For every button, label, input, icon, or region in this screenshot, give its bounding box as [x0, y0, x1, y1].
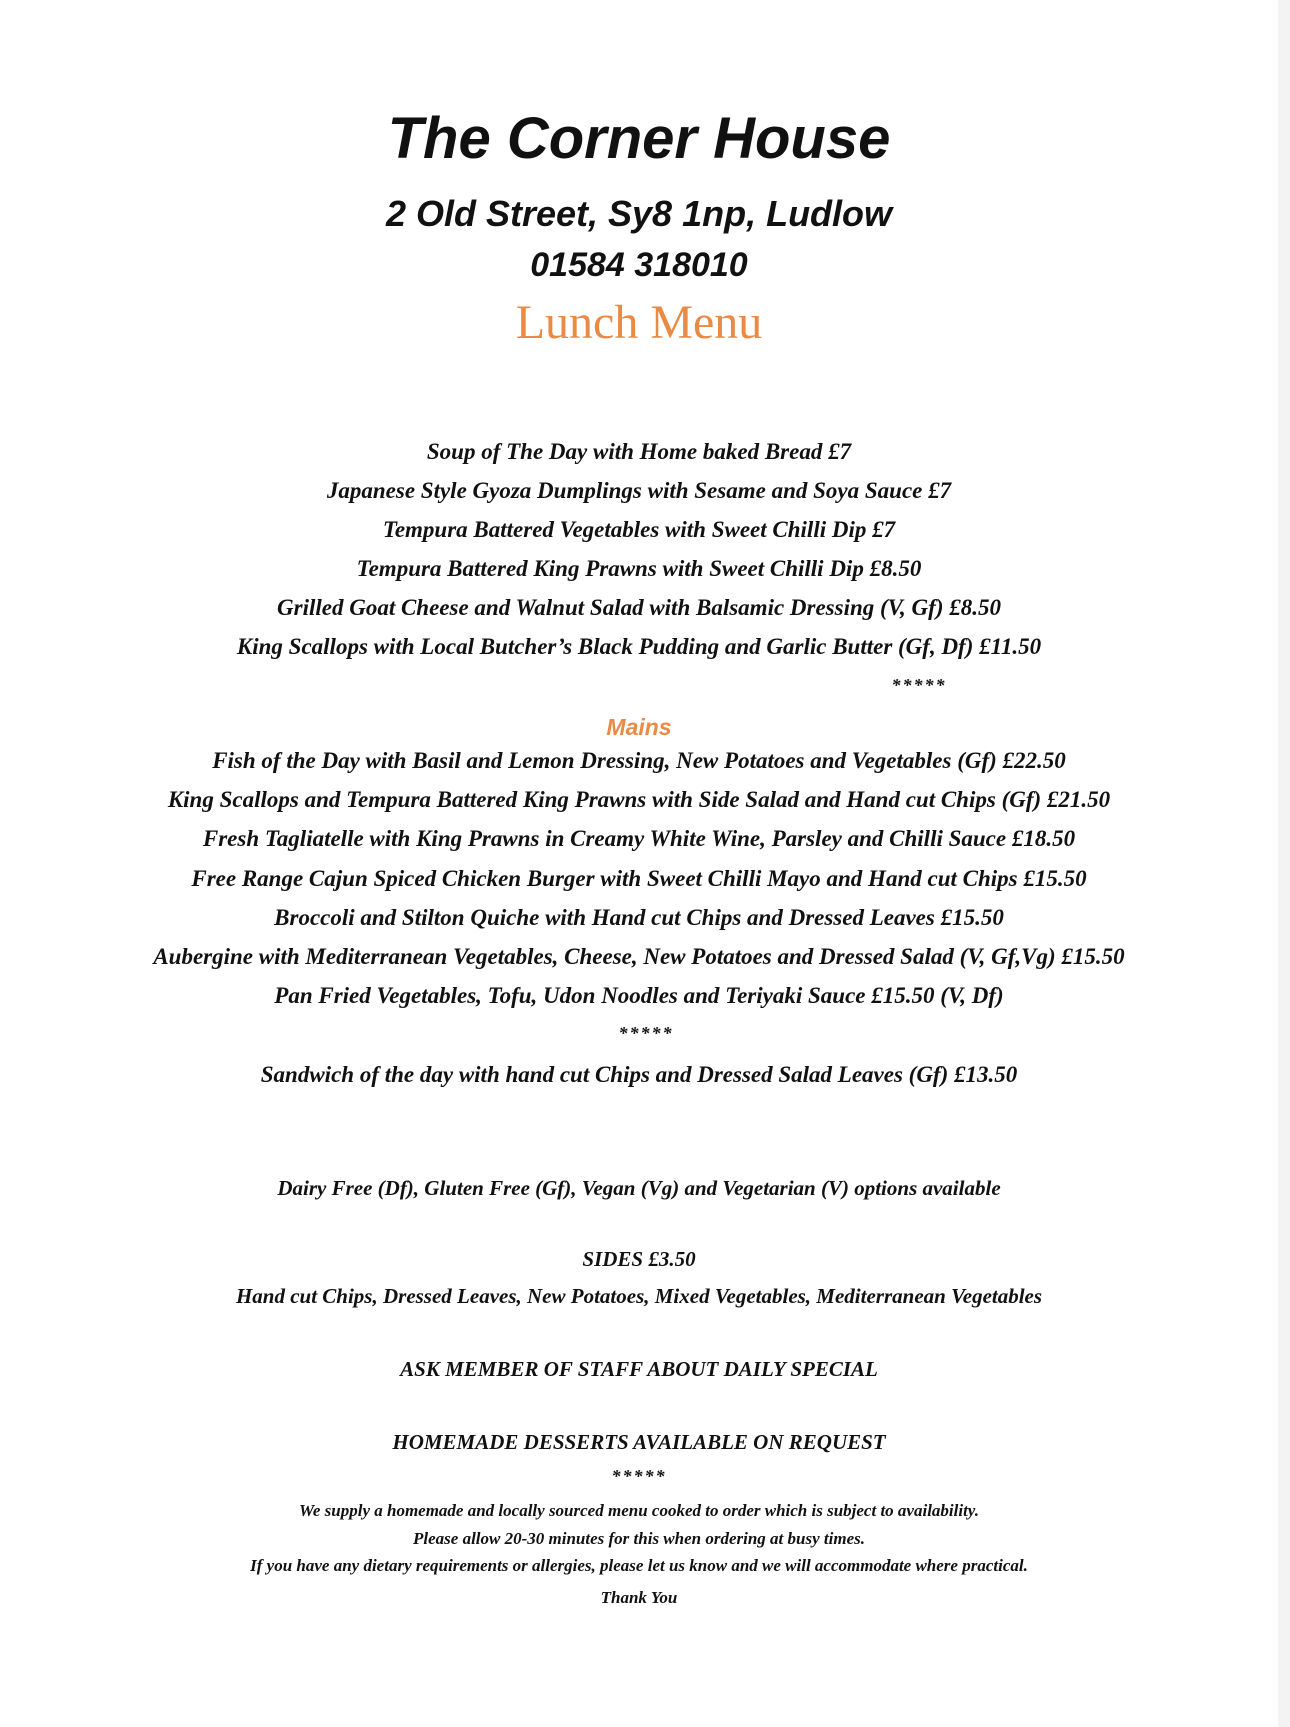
mains-heading: Mains — [606, 714, 672, 740]
restaurant-phone: 01584 318010 — [530, 246, 748, 284]
main-item: Aubergine with Mediterranean Vegetables, Cheese, New Potatoes and Dressed Salad (V, Gf,Vg) £15.50 — [153, 944, 1125, 969]
menu-title: Lunch Menu — [515, 296, 763, 349]
page-edge — [1278, 0, 1290, 1727]
starter-item: Soup of The Day with Home baked Bread £7 — [426, 439, 852, 464]
restaurant-name: The Corner House — [387, 106, 891, 171]
main-item: Pan Fried Vegetables, Tofu, Udon Noodles and Teriyaki Sauce £15.50 (V, Df) — [274, 983, 1004, 1008]
main-item: Broccoli and Stilton Quiche with Hand cut Chips and Dressed Leaves £15.50 — [274, 905, 1004, 930]
dietary-note: Dairy Free (Df), Gluten Free (Gf), Vegan (Vg) and Vegetarian (V) options available — [277, 1176, 1001, 1200]
main-item: Fish of the Day with Basil and Lemon Dressing, New Potatoes and Vegetables (Gf) £22.50 — [212, 748, 1066, 773]
sides-heading: SIDES £3.50 — [582, 1247, 696, 1271]
daily-special-note: ASK MEMBER OF STAFF ABOUT DAILY SPECIAL — [400, 1357, 878, 1381]
footer-line: If you have any dietary requirements or allergies, please let us know and we will accommodate where practical. — [250, 1556, 1028, 1575]
starter-item: King Scallops with Local Butcher’s Black Pudding and Garlic Butter (Gf, Df) £11.50 — [236, 634, 1042, 659]
restaurant-address: 2 Old Street, Sy8 1np, Ludlow — [385, 193, 893, 234]
thank-you: Thank You — [600, 1588, 678, 1607]
starter-item: Tempura Battered King Prawns with Sweet Chilli Dip £8.50 — [356, 556, 922, 581]
sides-list: Hand cut Chips, Dressed Leaves, New Potatoes, Mixed Vegetables, Mediterranean Vegetables — [235, 1284, 1043, 1308]
footer-line: Please allow 20-30 minutes for this when ordering at busy times. — [413, 1529, 865, 1548]
separator-stars: ***** — [611, 1466, 667, 1486]
main-item: Free Range Cajun Spiced Chicken Burger with Sweet Chilli Mayo and Hand cut Chips £15.50 — [191, 866, 1087, 891]
main-item: King Scallops and Tempura Battered King Prawns with Side Salad and Hand cut Chips (Gf) £21.50 — [167, 787, 1111, 812]
footer-line: We supply a homemade and locally sourced menu cooked to order which is subject to availability. — [299, 1501, 979, 1520]
separator-stars: ***** — [618, 1023, 674, 1043]
starter-item: Japanese Style Gyoza Dumplings with Sesame and Soya Sauce £7 — [326, 478, 952, 503]
separator-stars: ***** — [891, 675, 947, 695]
main-item: Fresh Tagliatelle with King Prawns in Creamy White Wine, Parsley and Chilli Sauce £18.50 — [202, 826, 1076, 851]
sandwich-item: Sandwich of the day with hand cut Chips and Dressed Salad Leaves (Gf) £13.50 — [260, 1062, 1018, 1087]
desserts-note: HOMEMADE DESSERTS AVAILABLE ON REQUEST — [392, 1430, 886, 1454]
starter-item: Grilled Goat Cheese and Walnut Salad with Balsamic Dressing (V, Gf) £8.50 — [277, 595, 1001, 620]
starter-item: Tempura Battered Vegetables with Sweet Chilli Dip £7 — [382, 517, 896, 542]
